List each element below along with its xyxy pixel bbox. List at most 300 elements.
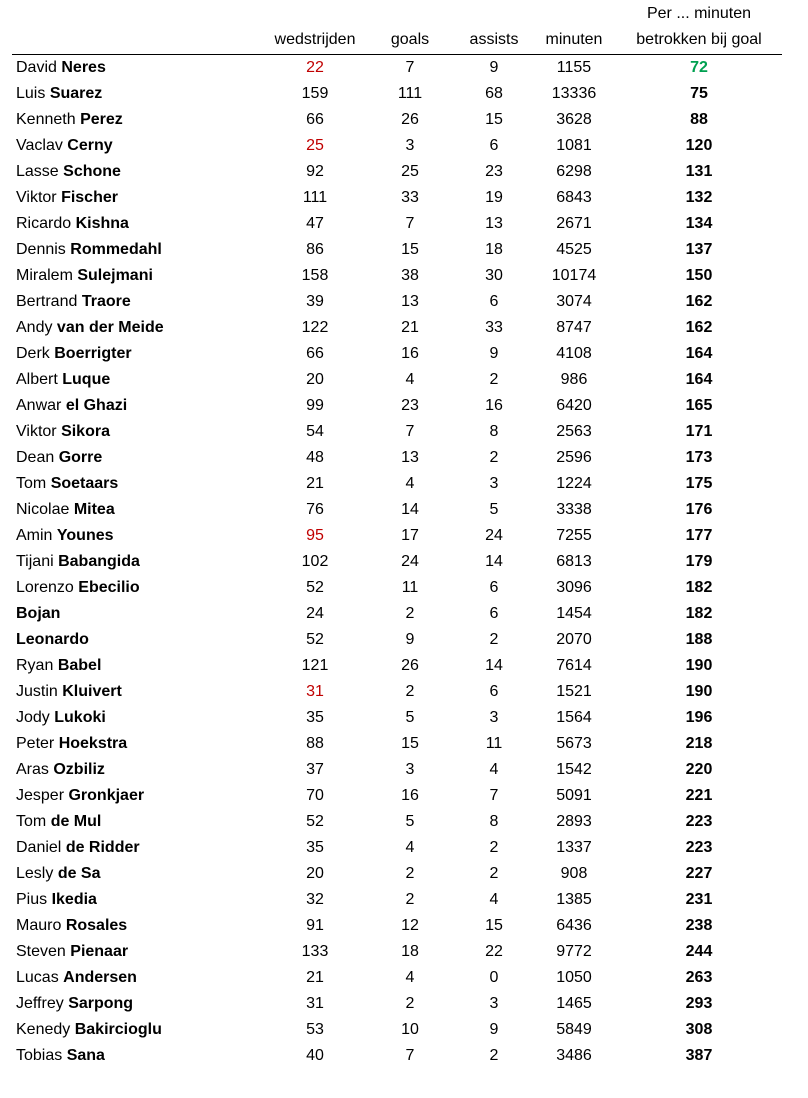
- player-first-name: Steven: [16, 943, 66, 960]
- player-first-name: Tobias: [16, 1047, 63, 1064]
- table-row: [12, 549, 782, 575]
- cell-wedstrijden: 111: [302, 189, 328, 206]
- cell-wedstrijden: 39: [306, 293, 324, 310]
- cell-minuten: 2070: [556, 631, 592, 648]
- table-row: [12, 133, 782, 159]
- cell-minuten: 1385: [556, 891, 592, 908]
- player-name: [16, 185, 256, 211]
- table-body: [12, 55, 782, 1069]
- cell-wedstrijden: 20: [306, 865, 324, 882]
- player-last-name: Perez: [80, 111, 123, 128]
- cell-minuten: 10174: [551, 267, 597, 284]
- cell-per-minuten: 220: [685, 761, 713, 778]
- player-name: [16, 731, 256, 757]
- table-row: [12, 991, 782, 1017]
- cell-minuten: 2893: [556, 813, 592, 830]
- header-wedstrijden: wedstrijden: [274, 31, 356, 48]
- cell-assists: 24: [485, 527, 503, 544]
- cell-minuten: 1155: [556, 59, 592, 76]
- player-name: [16, 107, 256, 133]
- player-first-name: Viktor: [16, 423, 57, 440]
- cell-minuten: 6436: [556, 917, 592, 934]
- cell-assists: 6: [489, 137, 499, 154]
- player-name: [16, 991, 256, 1017]
- cell-per-minuten: 177: [685, 527, 713, 544]
- table-row: [12, 757, 782, 783]
- cell-assists: 5: [489, 501, 499, 518]
- player-first-name: Justin: [16, 683, 58, 700]
- table-row: [12, 367, 782, 393]
- player-name: [16, 965, 256, 991]
- player-last-name: Sarpong: [68, 995, 134, 1012]
- player-last-name: Babangida: [58, 553, 140, 570]
- table-row: [12, 731, 782, 757]
- player-last-name: de Ridder: [65, 839, 140, 856]
- cell-wedstrijden: 48: [306, 449, 324, 466]
- cell-per-minuten: 175: [685, 475, 713, 492]
- cell-wedstrijden: 40: [306, 1047, 324, 1064]
- cell-goals: 15: [401, 735, 419, 752]
- cell-assists: 3: [489, 475, 499, 492]
- cell-goals: 2: [405, 605, 415, 622]
- cell-assists: 11: [485, 735, 503, 752]
- cell-assists: 15: [485, 917, 503, 934]
- player-name: [16, 315, 256, 341]
- cell-per-minuten: 223: [685, 839, 713, 856]
- cell-per-minuten: 137: [685, 241, 713, 258]
- cell-goals: 17: [401, 527, 419, 544]
- player-last-name: Andersen: [63, 969, 137, 986]
- cell-per-minuten: 171: [685, 423, 713, 440]
- cell-goals: 13: [401, 449, 419, 466]
- cell-wedstrijden: 22: [306, 59, 324, 76]
- cell-per-minuten: 131: [685, 163, 713, 180]
- cell-per-minuten: 387: [685, 1047, 713, 1064]
- player-name: [16, 81, 256, 107]
- cell-assists: 14: [485, 657, 503, 674]
- cell-wedstrijden: 121: [301, 657, 329, 674]
- cell-assists: 6: [489, 605, 499, 622]
- cell-minuten: 9772: [556, 943, 592, 960]
- cell-assists: 23: [485, 163, 503, 180]
- cell-wedstrijden: 21: [306, 475, 324, 492]
- cell-goals: 13: [401, 293, 419, 310]
- cell-assists: 3: [489, 995, 499, 1012]
- player-last-name: Sana: [66, 1047, 105, 1064]
- player-last-name: van der Meide: [56, 319, 164, 336]
- table-row: [12, 107, 782, 133]
- cell-per-minuten: 72: [690, 59, 708, 76]
- cell-per-minuten: 165: [685, 397, 713, 414]
- cell-assists: 8: [489, 813, 499, 830]
- player-last-name: Bakircioglu: [74, 1021, 162, 1038]
- cell-assists: 2: [489, 1047, 499, 1064]
- cell-goals: 111: [397, 85, 423, 102]
- player-first-name: Kenneth: [16, 111, 76, 128]
- cell-wedstrijden: 35: [306, 839, 324, 856]
- cell-per-minuten: 150: [685, 267, 713, 284]
- table-row: [12, 653, 782, 679]
- player-first-name: Tijani: [16, 553, 54, 570]
- player-first-name: Tom: [16, 475, 47, 492]
- cell-wedstrijden: 52: [306, 579, 324, 596]
- cell-goals: 2: [405, 995, 415, 1012]
- player-name: [16, 55, 256, 81]
- cell-assists: 13: [485, 215, 503, 232]
- player-first-name: Luis: [16, 85, 46, 102]
- player-first-name: Viktor: [16, 189, 57, 206]
- cell-minuten: 2596: [556, 449, 592, 466]
- cell-assists: 68: [485, 85, 503, 102]
- cell-per-minuten: 179: [685, 553, 713, 570]
- player-last-name: Younes: [56, 527, 114, 544]
- cell-per-minuten: 238: [685, 917, 713, 934]
- cell-wedstrijden: 31: [306, 995, 324, 1012]
- player-first-name: Nicolae: [16, 501, 70, 518]
- header-minuten: minuten: [545, 31, 603, 48]
- cell-assists: 6: [489, 293, 499, 310]
- player-first-name: Albert: [16, 371, 58, 388]
- player-name: [16, 913, 256, 939]
- cell-goals: 9: [405, 631, 415, 648]
- cell-goals: 33: [401, 189, 419, 206]
- player-last-name: Rommedahl: [70, 241, 162, 258]
- cell-goals: 10: [401, 1021, 419, 1038]
- cell-wedstrijden: 70: [306, 787, 324, 804]
- cell-goals: 5: [405, 813, 415, 830]
- player-last-name: Fischer: [61, 189, 118, 206]
- cell-goals: 18: [401, 943, 419, 960]
- cell-per-minuten: 308: [685, 1021, 713, 1038]
- player-name: [16, 445, 256, 471]
- table-row: [12, 783, 782, 809]
- cell-minuten: 1564: [556, 709, 592, 726]
- cell-minuten: 7255: [556, 527, 592, 544]
- player-name: [16, 939, 256, 965]
- player-first-name: Mauro: [16, 917, 62, 934]
- cell-per-minuten: 190: [685, 683, 713, 700]
- cell-minuten: 3486: [556, 1047, 592, 1064]
- player-first-name: Andy: [16, 319, 53, 336]
- cell-goals: 5: [405, 709, 415, 726]
- player-name: [16, 835, 256, 861]
- cell-goals: 2: [405, 891, 415, 908]
- table-row: [12, 393, 782, 419]
- table-row: [12, 965, 782, 991]
- player-first-name: Bertrand: [16, 293, 78, 310]
- cell-wedstrijden: 52: [306, 631, 324, 648]
- cell-wedstrijden: 25: [306, 137, 324, 154]
- cell-wedstrijden: 122: [301, 319, 329, 336]
- player-first-name: Lasse: [16, 163, 59, 180]
- cell-per-minuten: 182: [685, 579, 713, 596]
- cell-per-minuten: 164: [685, 371, 713, 388]
- player-name: [16, 159, 256, 185]
- cell-minuten: 1224: [556, 475, 592, 492]
- cell-goals: 25: [401, 163, 419, 180]
- cell-minuten: 13336: [551, 85, 597, 102]
- table-row: [12, 237, 782, 263]
- cell-goals: 24: [401, 553, 419, 570]
- player-first-name: Ryan: [16, 657, 54, 674]
- player-first-name: Anwar: [16, 397, 62, 414]
- cell-minuten: 7614: [556, 657, 592, 674]
- player-last-name: Babel: [57, 657, 102, 674]
- player-name: [16, 393, 256, 419]
- cell-goals: 26: [401, 111, 419, 128]
- cell-goals: 15: [401, 241, 419, 258]
- player-name: [16, 601, 256, 627]
- cell-assists: 8: [489, 423, 499, 440]
- cell-wedstrijden: 99: [306, 397, 324, 414]
- cell-wedstrijden: 92: [306, 163, 324, 180]
- player-last-name: Traore: [81, 293, 131, 310]
- cell-wedstrijden: 37: [306, 761, 324, 778]
- cell-minuten: 2563: [556, 423, 592, 440]
- player-last-name: Rosales: [65, 917, 128, 934]
- player-last-name: Pienaar: [70, 943, 129, 960]
- cell-minuten: 6813: [556, 553, 592, 570]
- cell-wedstrijden: 159: [301, 85, 329, 102]
- table-row: [12, 211, 782, 237]
- cell-assists: 33: [485, 319, 503, 336]
- cell-assists: 18: [485, 241, 503, 258]
- table-row: [12, 809, 782, 835]
- cell-per-minuten: 196: [685, 709, 713, 726]
- player-name: [16, 1017, 256, 1043]
- player-name: [16, 757, 256, 783]
- cell-assists: 2: [489, 631, 499, 648]
- cell-wedstrijden: 24: [306, 605, 324, 622]
- cell-wedstrijden: 102: [301, 553, 329, 570]
- table-header: [12, 0, 782, 55]
- table-row: [12, 887, 782, 913]
- table-row: [12, 705, 782, 731]
- player-first-name: Jody: [16, 709, 50, 726]
- cell-goals: 26: [401, 657, 419, 674]
- cell-goals: 4: [405, 969, 415, 986]
- cell-goals: 4: [405, 371, 415, 388]
- player-last-name: Cerny: [67, 137, 113, 154]
- player-name: [16, 133, 256, 159]
- player-last-name: Ebecilio: [78, 579, 140, 596]
- table-row: [12, 1043, 782, 1069]
- cell-goals: 3: [405, 137, 415, 154]
- cell-per-minuten: 223: [685, 813, 713, 830]
- cell-minuten: 6420: [556, 397, 592, 414]
- cell-wedstrijden: 35: [306, 709, 324, 726]
- table-row: [12, 861, 782, 887]
- table-row: [12, 81, 782, 107]
- cell-assists: 14: [485, 553, 503, 570]
- player-first-name: Tom: [16, 813, 47, 830]
- cell-assists: 16: [485, 397, 503, 414]
- cell-goals: 7: [405, 59, 415, 76]
- cell-assists: 6: [489, 683, 499, 700]
- cell-per-minuten: 293: [685, 995, 713, 1012]
- table-row: [12, 497, 782, 523]
- player-first-name: Aras: [16, 761, 49, 778]
- cell-minuten: 1081: [556, 137, 592, 154]
- player-first-name: Dean: [16, 449, 55, 466]
- cell-assists: 15: [485, 111, 503, 128]
- player-last-name: Schone: [63, 163, 121, 180]
- cell-goals: 14: [401, 501, 419, 518]
- header-assists: assists: [469, 31, 519, 48]
- header-per-line1: Per ... minuten: [646, 5, 752, 22]
- player-first-name: David: [16, 59, 57, 76]
- cell-wedstrijden: 32: [306, 891, 324, 908]
- cell-wedstrijden: 20: [306, 371, 324, 388]
- player-name: [16, 627, 256, 653]
- table-row: [12, 289, 782, 315]
- cell-per-minuten: 227: [685, 865, 713, 882]
- player-first-name: Lucas: [16, 969, 59, 986]
- cell-per-minuten: 134: [685, 215, 713, 232]
- cell-assists: 2: [489, 839, 499, 856]
- player-name: [16, 263, 256, 289]
- cell-goals: 3: [405, 761, 415, 778]
- cell-goals: 16: [401, 787, 419, 804]
- cell-minuten: 3628: [556, 111, 592, 128]
- cell-assists: 22: [485, 943, 503, 960]
- table-row: [12, 913, 782, 939]
- cell-assists: 0: [489, 969, 499, 986]
- table-row: [12, 939, 782, 965]
- table-row: [12, 419, 782, 445]
- cell-assists: 3: [489, 709, 499, 726]
- player-last-name: el Ghazi: [65, 397, 128, 414]
- cell-wedstrijden: 133: [301, 943, 329, 960]
- cell-minuten: 5091: [556, 787, 592, 804]
- player-name: [16, 861, 256, 887]
- player-name: [16, 497, 256, 523]
- cell-goals: 21: [401, 319, 419, 336]
- player-first-name: Pius: [16, 891, 48, 908]
- player-name: [16, 887, 256, 913]
- cell-per-minuten: 176: [685, 501, 713, 518]
- player-first-name: Amin: [16, 527, 53, 544]
- cell-minuten: 908: [560, 865, 588, 882]
- player-first-name: Derk: [16, 345, 50, 362]
- player-first-name: Jesper: [16, 787, 65, 804]
- player-last-name: Lukoki: [54, 709, 106, 726]
- table-row: [12, 55, 782, 81]
- cell-per-minuten: 75: [690, 85, 708, 102]
- cell-minuten: 1337: [556, 839, 592, 856]
- player-last-name: Gronkjaer: [68, 787, 145, 804]
- table-row: [12, 627, 782, 653]
- cell-minuten: 986: [560, 371, 588, 388]
- player-last-name: Suarez: [49, 85, 103, 102]
- cell-minuten: 6298: [556, 163, 592, 180]
- table-row: [12, 445, 782, 471]
- cell-assists: 30: [485, 267, 503, 284]
- cell-per-minuten: 218: [685, 735, 713, 752]
- cell-per-minuten: 162: [685, 293, 713, 310]
- player-last-name: de Mul: [50, 813, 102, 830]
- player-last-name: Ozbiliz: [53, 761, 105, 778]
- player-last-name: Neres: [61, 59, 106, 76]
- cell-goals: 2: [405, 683, 415, 700]
- table-row: [12, 679, 782, 705]
- cell-assists: 9: [489, 345, 499, 362]
- player-first-name: Lorenzo: [16, 579, 74, 596]
- player-last-name: Bojan: [16, 605, 61, 622]
- cell-wedstrijden: 31: [306, 683, 324, 700]
- cell-per-minuten: 120: [685, 137, 713, 154]
- player-name: [16, 341, 256, 367]
- player-last-name: Sikora: [61, 423, 110, 440]
- player-last-name: Ikedia: [51, 891, 97, 908]
- cell-assists: 19: [485, 189, 503, 206]
- player-first-name: Dennis: [16, 241, 66, 258]
- table-row: [12, 185, 782, 211]
- cell-minuten: 2671: [556, 215, 592, 232]
- cell-minuten: 4108: [556, 345, 592, 362]
- player-last-name: de Sa: [57, 865, 101, 882]
- cell-wedstrijden: 95: [306, 527, 324, 544]
- table-row: [12, 575, 782, 601]
- player-first-name: Peter: [16, 735, 55, 752]
- cell-assists: 4: [489, 891, 499, 908]
- cell-minuten: 5673: [556, 735, 592, 752]
- player-last-name: Luque: [62, 371, 111, 388]
- table-row: [12, 835, 782, 861]
- cell-assists: 6: [489, 579, 499, 596]
- cell-per-minuten: 231: [685, 891, 713, 908]
- player-name: [16, 289, 256, 315]
- cell-wedstrijden: 47: [306, 215, 324, 232]
- player-name: [16, 653, 256, 679]
- cell-wedstrijden: 91: [306, 917, 324, 934]
- cell-minuten: 1050: [556, 969, 592, 986]
- cell-assists: 9: [489, 59, 499, 76]
- cell-goals: 4: [405, 839, 415, 856]
- cell-assists: 7: [489, 787, 499, 804]
- cell-assists: 9: [489, 1021, 499, 1038]
- header-goals: goals: [390, 31, 430, 48]
- cell-minuten: 6843: [556, 189, 592, 206]
- player-name: [16, 783, 256, 809]
- table-row: [12, 1017, 782, 1043]
- cell-minuten: 3096: [556, 579, 592, 596]
- cell-wedstrijden: 52: [306, 813, 324, 830]
- player-name: [16, 705, 256, 731]
- player-first-name: Lesly: [16, 865, 54, 882]
- cell-goals: 23: [401, 397, 419, 414]
- cell-assists: 2: [489, 449, 499, 466]
- cell-wedstrijden: 66: [306, 345, 324, 362]
- table-row: [12, 263, 782, 289]
- player-last-name: Mitea: [73, 501, 115, 518]
- player-first-name: Vaclav: [16, 137, 63, 154]
- cell-minuten: 1542: [556, 761, 592, 778]
- player-last-name: Sulejmani: [77, 267, 153, 284]
- cell-assists: 4: [489, 761, 499, 778]
- cell-goals: 16: [401, 345, 419, 362]
- player-last-name: Hoekstra: [58, 735, 128, 752]
- player-first-name: Daniel: [16, 839, 62, 856]
- player-name: [16, 523, 256, 549]
- table-row: [12, 341, 782, 367]
- cell-wedstrijden: 88: [306, 735, 324, 752]
- player-name: [16, 575, 256, 601]
- cell-per-minuten: 182: [685, 605, 713, 622]
- player-name: [16, 419, 256, 445]
- cell-per-minuten: 221: [685, 787, 713, 804]
- cell-goals: 7: [405, 1047, 415, 1064]
